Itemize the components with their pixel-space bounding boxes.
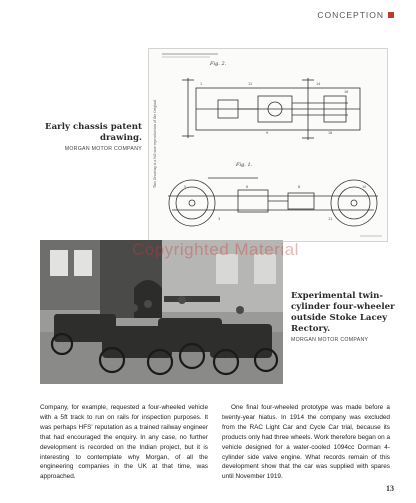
svg-text:8: 8 (298, 185, 301, 189)
photo-caption-title: Experimental twin-cylinder four-wheeler outside Stoke Lacey Rectory. (291, 291, 395, 334)
svg-text:9: 9 (266, 131, 269, 135)
body-text-column-2: One final four-wheeled prototype was made before a twenty-year hiatus. In 1914 the company was excluded from the RAC Light Car and Cycle Car trial, because its products only had three wheels. Work therefore began on a vehicle designed for a water-cooled 1094cc Dorman 4-cylinder side valve engine. What records remain of this development show that the car was supplied with spares until November 1919. (222, 404, 390, 481)
body-text-column-1: Company, for example, requested a four-wheeled vehicle with a 5ft track to run on rails for inspection purposes. It was perhaps HFS' reputation as a trained railway engineer that had encouraged the enquiry. In any case, no further development is recorded on the Indian project, but it is interesting to contemplate why Morgan, of all the engineering companies in the UK at that time, was approached. (40, 404, 208, 481)
svg-text:This Drawing is a full size re: This Drawing is a full size reproduction of the Original (153, 99, 157, 188)
patent-drawing (148, 48, 388, 242)
patent-caption (44, 122, 142, 152)
patent-caption-title: Early chassis patent drawing. (45, 122, 142, 143)
photo-caption-credit: MORGAN MOTOR COMPANY (291, 337, 369, 343)
svg-text:11: 11 (328, 217, 333, 221)
svg-text:10: 10 (362, 185, 367, 189)
section-header (317, 10, 394, 20)
svg-text:16: 16 (344, 90, 349, 94)
svg-text:14: 14 (316, 82, 321, 86)
fig-1-label: Fig. 1. (236, 162, 253, 168)
page-number: 13 (386, 484, 394, 493)
car-photo-image (40, 240, 283, 384)
section-label: CONCEPTION (317, 10, 384, 20)
svg-text:12: 12 (248, 82, 253, 86)
patent-drawing-figure (148, 48, 388, 242)
fig-2-label: Fig. 2. (210, 61, 227, 67)
historic-car-photo (40, 240, 283, 384)
watermark: Copyrighted Material (132, 240, 299, 259)
photo-caption (291, 291, 395, 343)
patent-caption-credit: MORGAN MOTOR COMPANY (64, 146, 142, 152)
svg-text:18: 18 (328, 131, 333, 135)
svg-text:5: 5 (184, 185, 187, 189)
svg-text:3: 3 (218, 217, 221, 221)
svg-text:1: 1 (200, 82, 203, 86)
svg-text:6: 6 (246, 185, 249, 189)
section-accent-square (388, 12, 394, 18)
